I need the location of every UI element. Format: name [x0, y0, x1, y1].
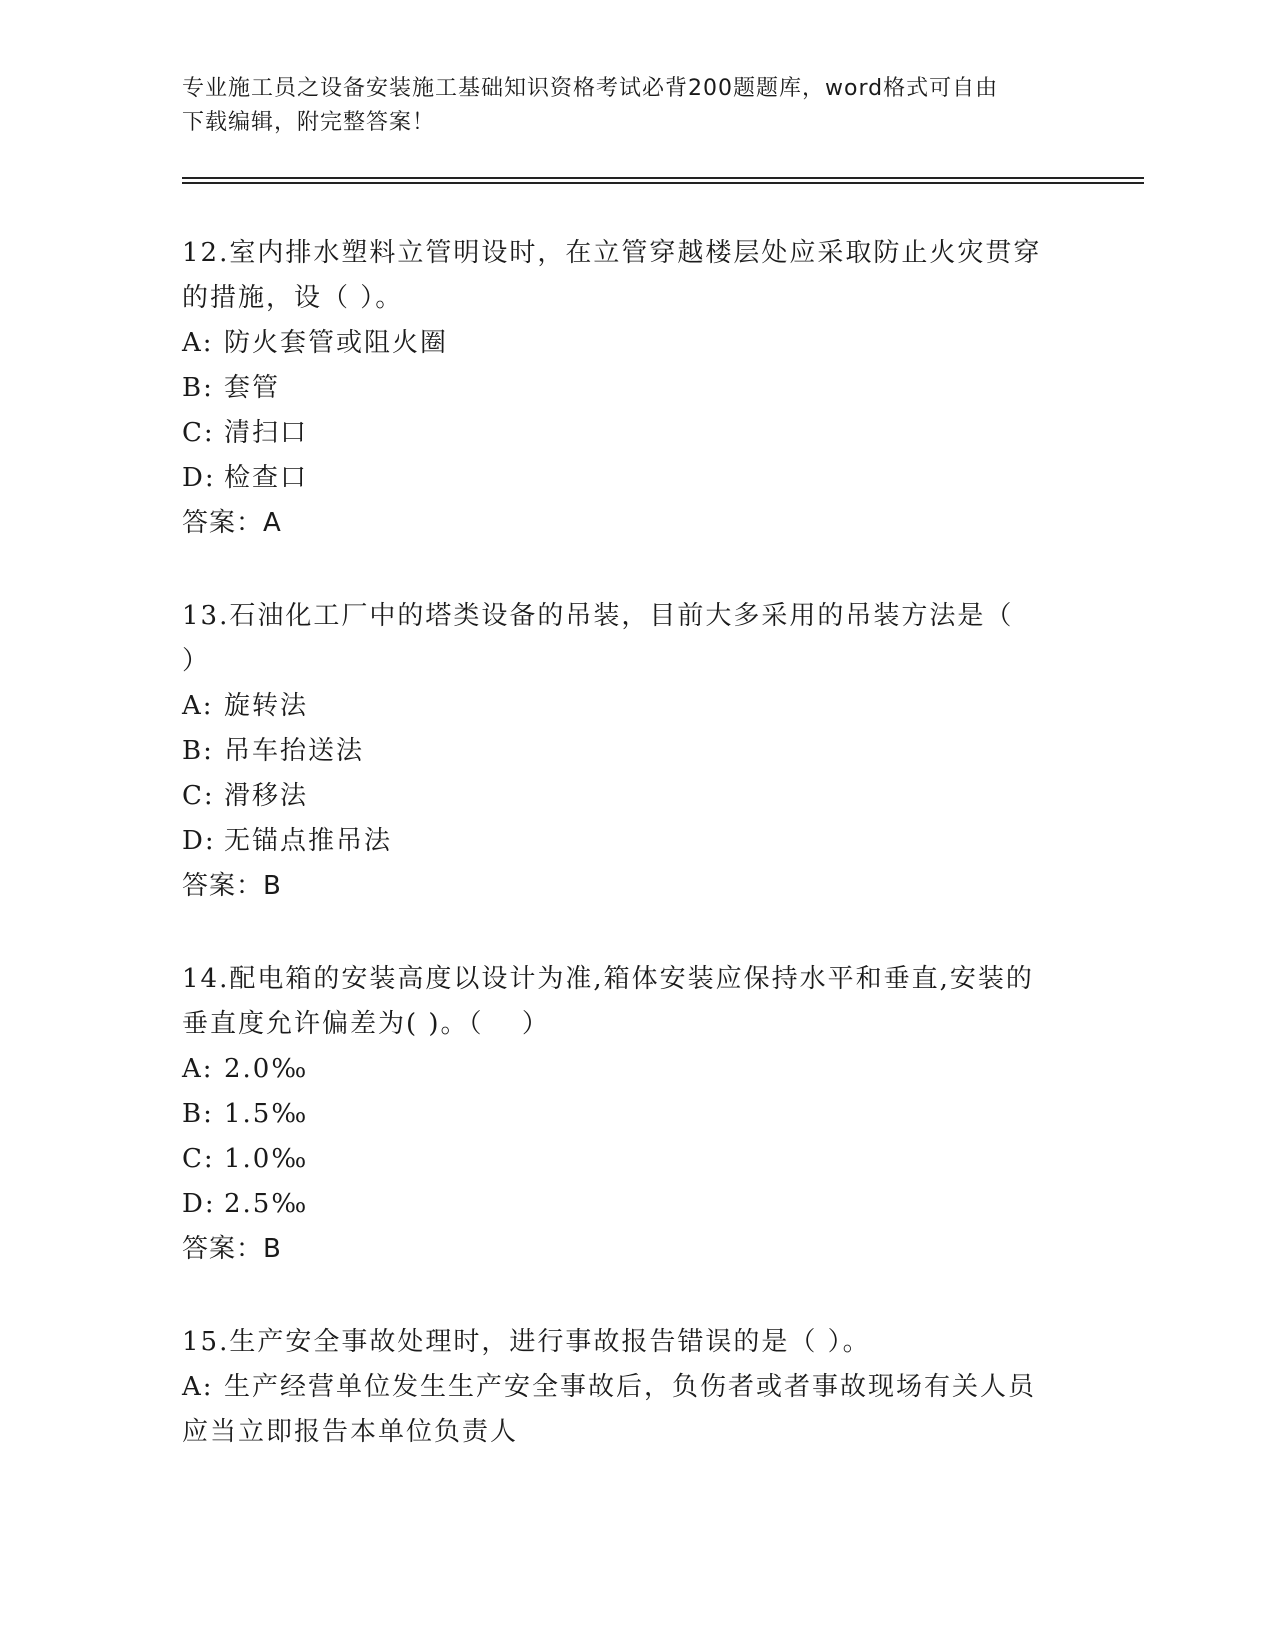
option-text: 旋转法 — [224, 691, 309, 721]
option-text: 滑移法 — [224, 781, 309, 811]
header-divider-top — [182, 177, 1144, 179]
answer-line: 答案：B — [182, 1234, 282, 1264]
option-text: 吊车抬送法 — [224, 736, 365, 766]
question-stem-line: 的措施，设（ ）。 — [182, 283, 404, 313]
option-a — [182, 1047, 1082, 1092]
option-letter: B: — [182, 736, 214, 766]
question-stem-line: 13.石油化工厂中的塔类设备的吊装，目前大多采用的吊装方法是（ — [182, 601, 1014, 631]
option-letter: B: — [182, 1099, 214, 1129]
option-a — [182, 684, 1082, 729]
question-13 — [182, 594, 1082, 909]
option-letter: D: — [182, 826, 216, 856]
header-divider-bottom — [182, 182, 1144, 184]
option-text: 无锚点推吊法 — [224, 826, 393, 856]
question-stem-line: 垂直度允许偏差为( )。（ ） — [182, 1009, 550, 1039]
option-b — [182, 729, 1082, 774]
answer-line: 答案：B — [182, 871, 282, 901]
option-letter: D: — [182, 1189, 216, 1219]
option-a — [182, 1365, 1082, 1410]
option-a-continuation: 应当立即报告本单位负责人 — [182, 1417, 519, 1447]
option-letter: A: — [182, 328, 214, 358]
option-c — [182, 774, 1082, 819]
header-line-2: 下载编辑，附完整答案！ — [182, 110, 436, 135]
option-letter: A: — [182, 1372, 214, 1402]
option-text: 1.0‰ — [224, 1144, 309, 1174]
option-text: 检查口 — [224, 463, 309, 493]
option-text: 防火套管或阻火圈 — [224, 328, 449, 358]
option-letter: A: — [182, 691, 214, 721]
option-letter: C: — [182, 1144, 215, 1174]
option-letter: A: — [182, 1054, 214, 1084]
option-text: 1.5‰ — [224, 1099, 309, 1129]
option-d — [182, 456, 1082, 501]
document-header — [182, 72, 1082, 140]
option-letter: C: — [182, 781, 215, 811]
question-12 — [182, 231, 1082, 546]
question-stem-line: ） — [182, 646, 211, 676]
answer-line: 答案：A — [182, 508, 282, 538]
option-text: 套管 — [224, 373, 281, 403]
option-letter: B: — [182, 373, 214, 403]
question-14 — [182, 957, 1082, 1272]
option-letter: D: — [182, 463, 216, 493]
option-text: 2.5‰ — [224, 1189, 309, 1219]
question-stem-line: 14.配电箱的安装高度以设计为准,箱体安装应保持水平和垂直,安装的 — [182, 964, 1034, 994]
header-line-1: 专业施工员之设备安装施工基础知识资格考试必背200题题库，word格式可自由 — [182, 76, 999, 101]
question-15 — [182, 1320, 1082, 1455]
option-text: 生产经营单位发生生产安全事故后，负伤者或者事故现场有关人员 — [224, 1372, 1037, 1402]
option-d — [182, 1182, 1082, 1227]
option-text: 2.0‰ — [224, 1054, 309, 1084]
option-c — [182, 1137, 1082, 1182]
option-b — [182, 1092, 1082, 1137]
option-letter: C: — [182, 418, 215, 448]
option-b — [182, 366, 1082, 411]
question-stem-line: 15.生产安全事故处理时，进行事故报告错误的是（ ）。 — [182, 1327, 871, 1357]
option-a — [182, 321, 1082, 366]
question-stem-line: 12.室内排水塑料立管明设时，在立管穿越楼层处应采取防止火灾贯穿 — [182, 238, 1042, 268]
option-text: 清扫口 — [224, 418, 309, 448]
option-c — [182, 411, 1082, 456]
option-d — [182, 819, 1082, 864]
